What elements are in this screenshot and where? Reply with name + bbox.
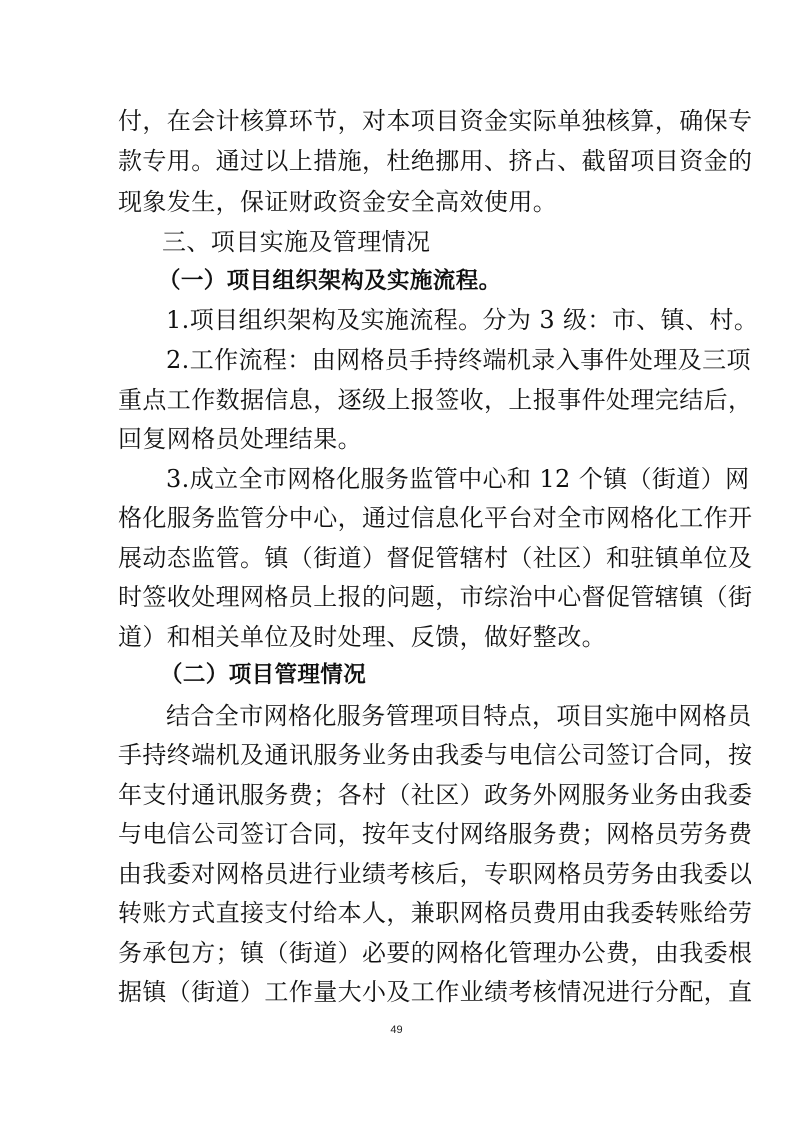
paragraph-line: 2.工作流程：由网格员手持终端机录入事件处理及三项 [166,346,751,374]
paragraph-line: 据镇（街道）工作量大小及工作业绩考核情况进行分配，直 [118,978,753,1006]
paragraph-line: 1.项目组织架构及实施流程。分为 3 级：市、镇、村。 [166,306,759,334]
paragraph-line: 3.成立全市网格化服务监管中心和 12 个镇（街道）网 [166,465,750,493]
paragraph-line: 与电信公司签订合同，按年支付网络服务费；网格员劳务费 [118,820,753,848]
paragraph-line: 款专用。通过以上措施，杜绝挪用、挤占、截留项目资金的 [118,147,753,175]
paragraph-line: 现象发生，保证财政资金安全高效使用。 [118,188,558,216]
subsection-heading: （二）项目管理情况 [160,662,367,688]
paragraph-line: 展动态监管。镇（街道）督促管辖村（社区）和驻镇单位及 [118,544,753,572]
paragraph-line: 时签收处理网格员上报的问题，市综治中心督促管辖镇（街 [118,583,753,611]
paragraph-line: 结合全市网格化服务管理项目特点，项目实施中网格员 [166,702,752,730]
paragraph-line: 重点工作数据信息，逐级上报签收，上报事件处理完结后， [118,386,753,414]
paragraph-line: 手持终端机及通讯服务业务由我委与电信公司签订合同，按 [118,741,753,769]
paragraph-line: 务承包方；镇（街道）必要的网格化管理办公费，由我委根 [118,939,753,967]
paragraph-line: 道）和相关单位及时处理、反馈，做好整改。 [118,623,606,651]
section-heading: 三、项目实施及管理情况 [162,228,431,256]
paragraph-line: 回复网格员处理结果。 [118,425,362,453]
paragraph-line: 格化服务监管分中心，通过信息化平台对全市网格化工作开 [118,504,753,532]
paragraph-line: 转账方式直接支付给本人，兼职网格员费用由我委转账给劳 [118,899,753,927]
subsection-heading: （一）项目组织架构及实施流程。 [158,268,502,294]
paragraph-line: 由我委对网格员进行业绩考核后，专职网格员劳务由我委以 [118,860,753,888]
paragraph-line: 付，在会计核算环节，对本项目资金实际单独核算，确保专 [118,107,753,135]
paragraph-line: 年支付通讯服务费；各村（社区）政务外网服务业务由我委 [118,781,753,809]
page-number: 49 [390,1024,403,1036]
